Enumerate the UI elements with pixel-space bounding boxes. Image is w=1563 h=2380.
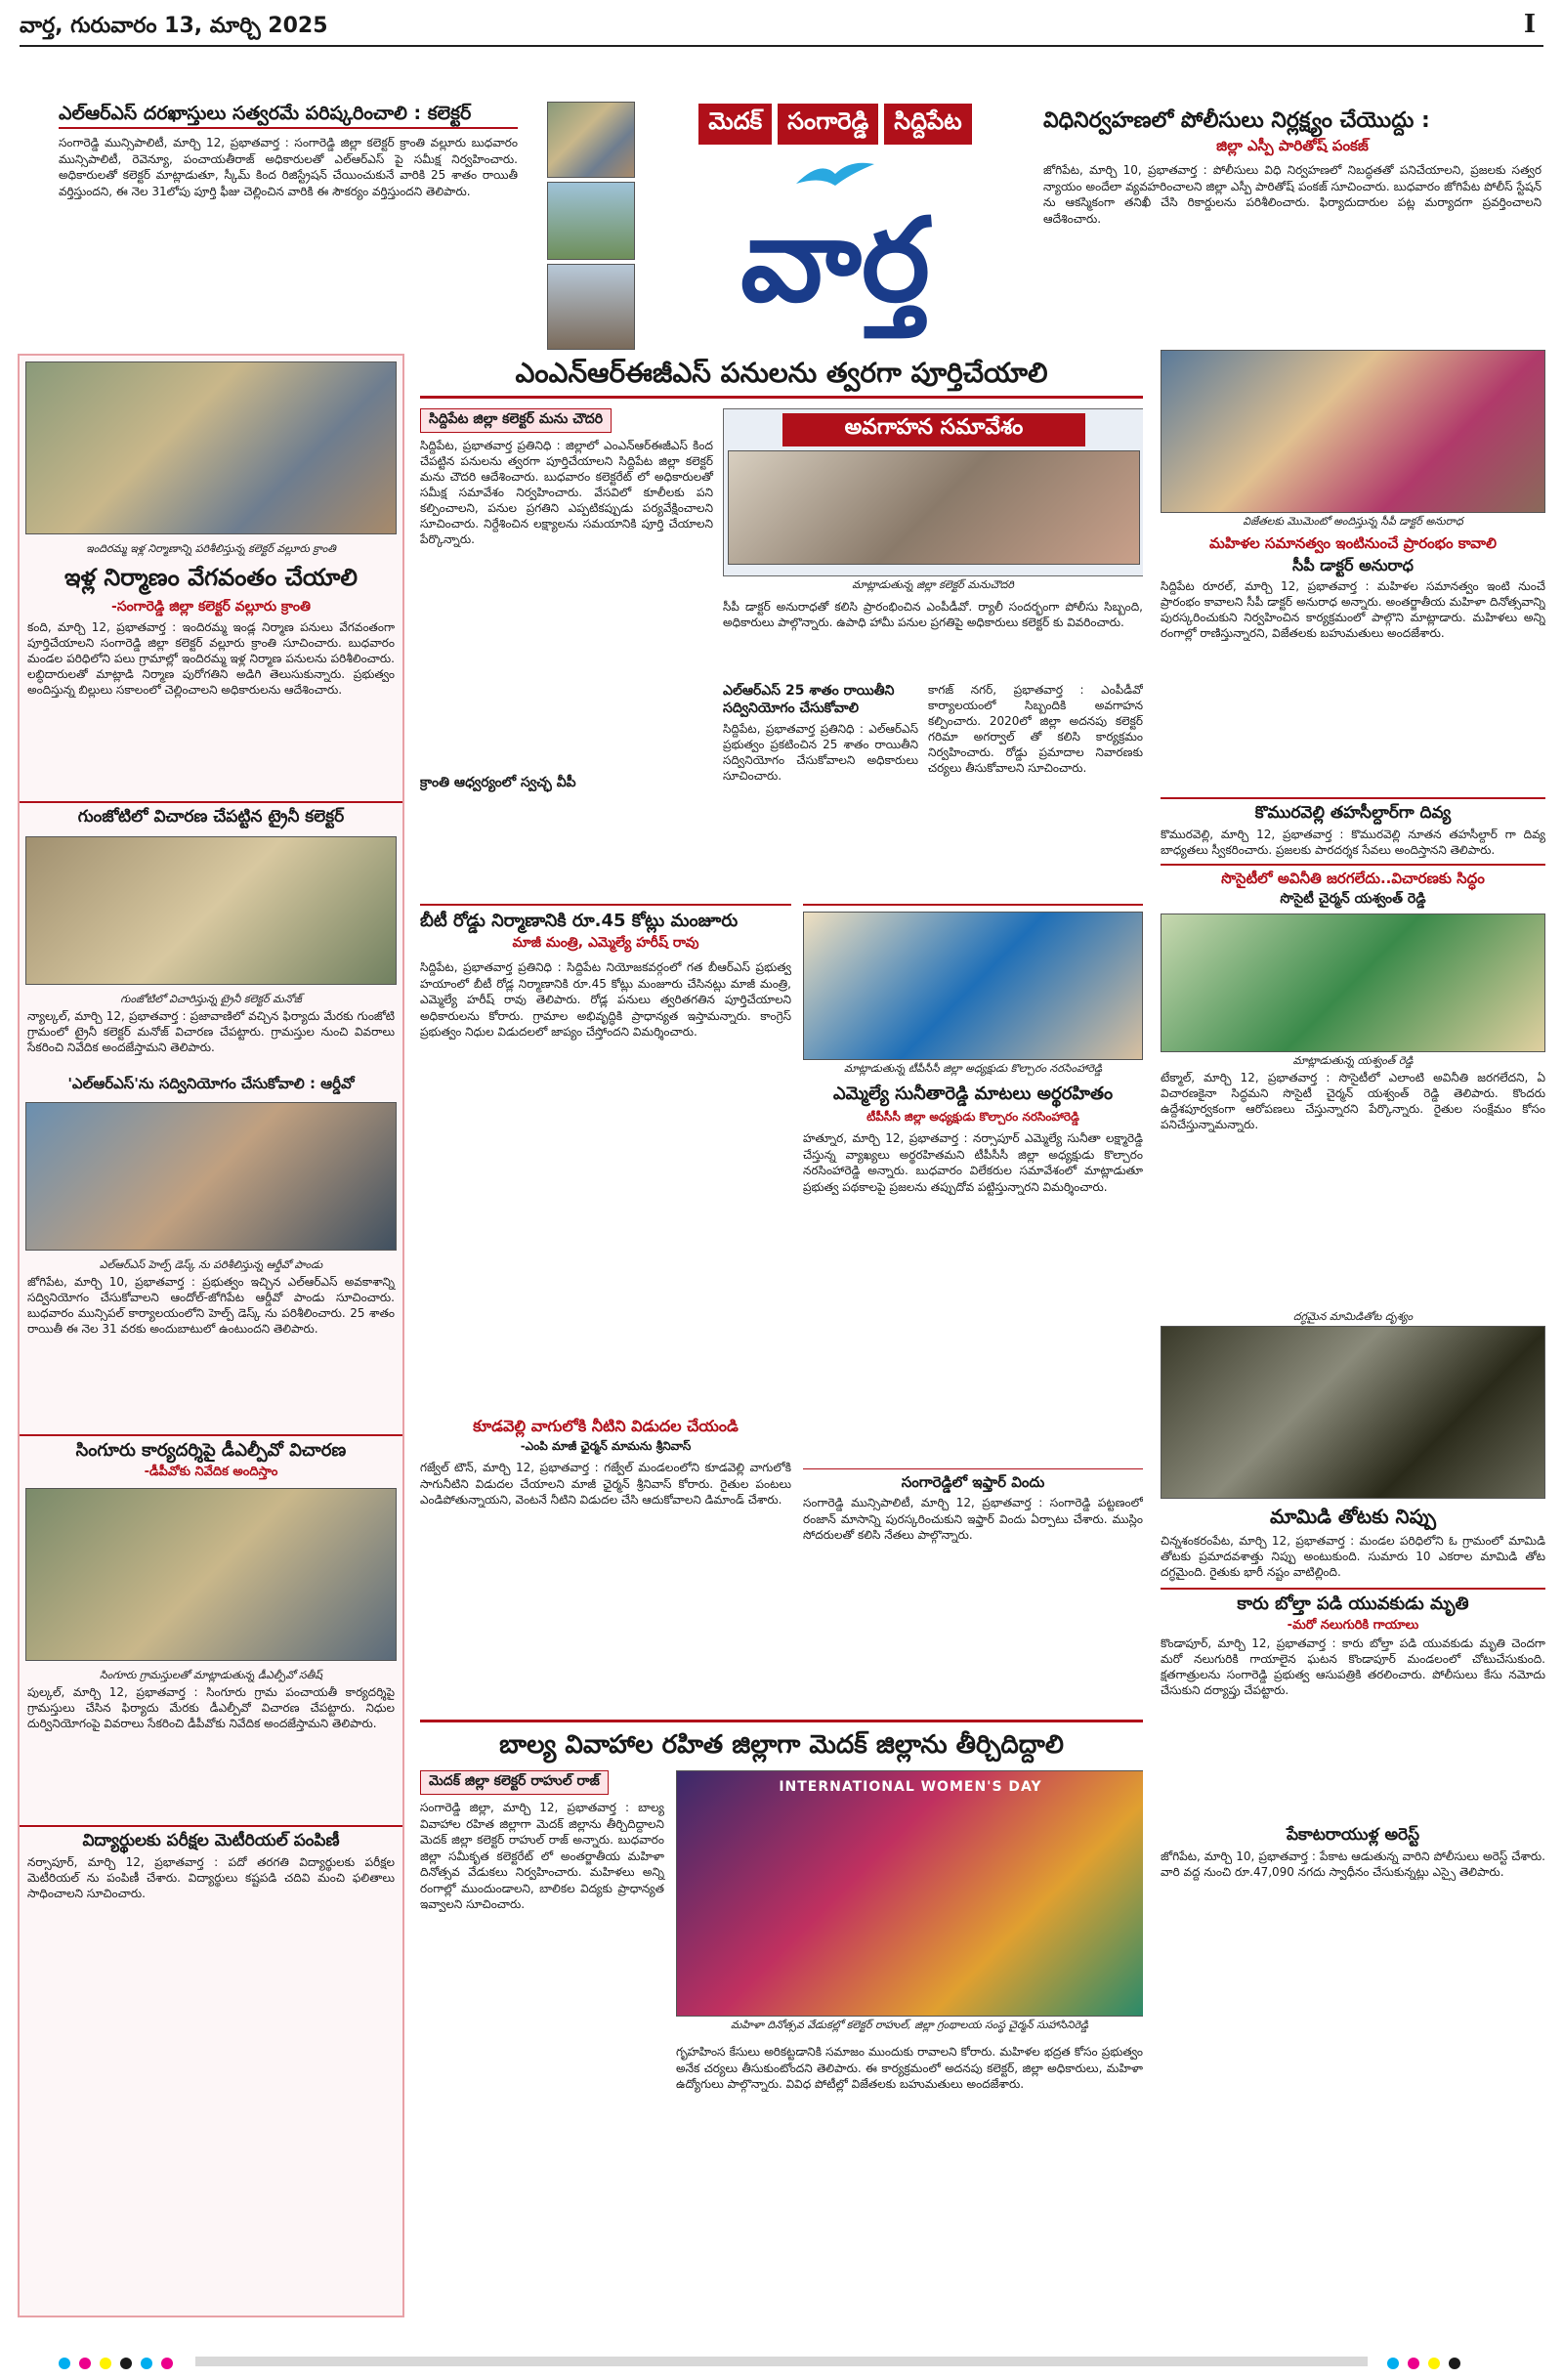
right-article-1-title: మహిళల సమానత్వం ఇంటినుంచే ప్రారంభం కావాలి xyxy=(1208,534,1498,552)
left-photo-4 xyxy=(25,1488,397,1661)
masthead-date: వార్త, గురువారం 13, మార్చి 2025 xyxy=(20,14,328,38)
left-article-5-body: నర్సాపూర్, మార్చి 12, ప్రభాతవార్త : పదో తరగతి విద్యార్థులకు పరీక్షల మెటీరియల్ ను పంపిణీ చేశారు. విద్యార్థులు కష్టపడి చదివి మంచి ఫలితాలు సాధించాలని సూచించారు. xyxy=(27,1855,395,1900)
district-siddipet: సిద్దిపేట xyxy=(884,104,971,145)
center-sub-3-title: క్రాంతి ఆధ్వర్యంలో స్వచ్ఛ వీపీ xyxy=(420,775,576,790)
masthead xyxy=(20,8,1543,47)
photo-caption: విజేతలకు మొమెంటో అందిస్తున్న సీపీ డాక్టర్ అనురాధ xyxy=(1243,515,1463,528)
photo-caption: గుంజోటిలో విచారిస్తున్న ట్రైనీ కలెక్టర్ మనోజ్ xyxy=(120,993,302,1005)
magenta-dot xyxy=(1408,2358,1419,2369)
right-article-5-title: కారు బోల్తా పడి యువకుడు మృతి xyxy=(1161,1588,1545,1618)
brand-districts xyxy=(645,104,1026,145)
press-photo xyxy=(803,912,1143,1060)
left-article-3-title: 'ఎల్ఆర్ఎస్'ను సద్వినియోగం చేసుకోవాలి : ఆర్డీవో xyxy=(67,1075,355,1092)
black-dot xyxy=(1449,2358,1460,2369)
bottom-body-2: గృహహింస కేసులు అరికట్టడానికి సమాజం ముందుకు రావాలని కోరారు. మహిళల భద్రత కోసం ప్రభుత్వం అనేక చర్యలు తీసుకుంటోందని తెలిపారు. ఈ కార్యక్రమంలో అదనపు కలెక్టర్, జిల్లా అధికారులు, మహిళా ఉద్యోగులు పాల్గొన్నారు. వివిధ పోటీల్లో విజేతలకు బహుమతులు అందజేశారు. xyxy=(676,2045,1143,2091)
yellow-dot xyxy=(100,2358,111,2369)
left-photo-2 xyxy=(25,836,397,985)
brand-block xyxy=(645,98,1026,357)
article-body: సంగారెడ్డి మున్సిపాలిటీ, మార్చి 12, ప్రభాతవార్త : సంగారెడ్డి జిల్లా కలెక్టర్ క్రాంతి వల్లూరు బుధవారం మున్సిపాలిటీ, రెవెన్యూ, పంచాయతీరాజ్ అధికారులతో ఎల్ఆర్ఎస్ పై సమీక్ష నిర్వహించారు. అధికారులతో కలెక్టర్ మాట్లాడుతూ, స్కీమ్ కింద రిజిస్ట్రేషన్ చేయించుకునే వారికి 25 శాతం రాయితీ వర్తిస్తుందని, ఈ నెల 31లోపు పూర్తి ఫీజు చెల్లించిన వారికి ఈ సౌకర్యం వర్తిస్తుందని తెలిపారు. xyxy=(59,136,518,198)
left-article-4-title: సింగూరు కార్యదర్శిపై డీఎల్పీవో విచారణ xyxy=(20,1434,402,1465)
center-banner xyxy=(420,350,1143,399)
sub-article-subtitle: -ఎంపి మాజీ ఛైర్మన్ మామను శ్రీనివాస్ xyxy=(520,1439,692,1453)
heritage-photo-3 xyxy=(547,264,635,350)
right-article-4-body: చిన్నశంకరంపేట, మార్చి 12, ప్రభాతవార్త : మండల పరిధిలోని ఓ గ్రామంలో మామిడి తోటకు ప్రమాదవశాత్తు నిప్పు అంటుకుంది. సుమారు 10 ఎకరాల మామిడి తోట దగ్ధమైంది. రైతుకు భారీ నష్టం వాటిల్లింది. xyxy=(1161,1534,1545,1579)
article-body: సిద్దిపేట, ప్రభాతవార్త ప్రతినిధి : సిద్దిపేట నియోజకవర్గంలో గత బీఆర్ఎస్ ప్రభుత్వ హయాంలో బీటీ రోడ్ల నిర్మాణానికి రూ.45 కోట్లు మంజూరు చేసినట్లు మాజీ మంత్రి, ఎమ్మెల్యే హరీష్ రావు తెలిపారు. రోడ్ల పనులు త్వరితగతిన పూర్తిచేయాలని అధికారులను కోరారు. గ్రామాల అభివృద్ధికి ప్రాధాన్యత ఇస్తామన్నారు. కాంగ్రెస్ ప్రభుత్వం నిధుల విడుదలలో జాప్యం చేస్తోందని విమర్శించారు. xyxy=(420,960,791,1039)
district-medak: మెదక్ xyxy=(698,104,772,145)
banner-title: ఎంఎన్ఆర్ఈజీఎస్ పనులను త్వరగా పూర్తిచేయాలి xyxy=(515,357,1048,389)
collector-label: మెదక్ జిల్లా కలెక్టర్ రాహుల్ రాజ్ xyxy=(420,1770,609,1795)
photo-caption: దగ్ధమైన మామిడితోట దృశ్యం xyxy=(1292,1310,1414,1323)
right-article-5-subtitle: -మరో నలుగురికి గాయాలు xyxy=(1287,1618,1419,1633)
photo-caption: మాట్లాడుతున్న యశ్వంత్ రెడ్డి xyxy=(1292,1054,1414,1067)
right-article-1-subtitle: సీపీ డాక్టర్ అనురాధ xyxy=(1292,556,1414,574)
left-article-1-title: ఇళ్ల నిర్మాణం వేగవంతం చేయాలి xyxy=(63,564,359,591)
right-photo-3 xyxy=(1161,1326,1545,1499)
black-dot xyxy=(120,2358,132,2369)
center-label xyxy=(420,408,713,433)
sub-article-title: సంగారెడ్డిలో ఇఫ్తార్ విందు xyxy=(803,1468,1143,1495)
meeting-photo xyxy=(728,450,1140,565)
photo-caption: మాట్లాడుతున్న టీపీసీసీ జిల్లా అధ్యక్షుడు కొల్చారం నరసింహారెడ్డి xyxy=(843,1062,1103,1075)
right-article-2-title: కొమురవెల్లి తహసీల్దార్‌గా దివ్య xyxy=(1161,797,1545,827)
yellow-dot xyxy=(1428,2358,1440,2369)
womens-day-photo xyxy=(676,1770,1143,2017)
left-article-2-title: గుంజోటిలో విచారణ చేపట్టిన ట్రైనీ కలెక్టర్ xyxy=(20,801,402,830)
article-title: బీటీ రోడ్డు నిర్మాణానికి రూ.45 కోట్లు మంజూరు xyxy=(420,911,739,931)
right-article-3-title: సొసైటీలో అవినీతి జరగలేదు..విచారణకు సిద్ధం xyxy=(1161,864,1545,891)
right-article-6-body: జోగిపేట, మార్చి 10, ప్రభాతవార్త : పేకాట ఆడుతున్న వారిని పోలీసులు అరెస్ట్ చేశారు. వారి వద్ద నుంచి రూ.47,090 నగదు స్వాధీనం చేసుకున్నట్లు ఎస్సై తెలిపారు. xyxy=(1161,1849,1545,1879)
right-article-3-subtitle: సొసైటీ చైర్మన్ యశ్వంత్ రెడ్డి xyxy=(1280,891,1426,907)
left-article-5-title: విద్యార్థులకు పరీక్షల మెటీరియల్ పంపిణీ xyxy=(20,1825,402,1854)
collector-label: సిద్దిపేట జిల్లా కలెక్టర్ మను చౌదరి xyxy=(420,408,612,433)
right-article-1-body: సిద్దిపేట రూరల్, మార్చి 12, ప్రభాతవార్త : మహిళల సమానత్వం ఇంటి నుంచే ప్రారంభం కావాలని సీపీ డాక్టర్ అనురాధ అన్నారు. అంతర్జాతీయ మహిళా దినోత్సవాన్ని పురస్కరించుకుని నిర్వహించిన కార్యక్రమంలో పాల్గొని మాట్లాడారు. మహిళలు అన్ని రంగాల్లో రాణిస్తున్నారని, విజేతలకు బహుమతులు అందజేశారు. xyxy=(1161,579,1545,640)
left-article-1-subtitle: -సంగారెడ్డి జిల్లా కలెక్టర్ వల్లూరు క్రాంతి xyxy=(111,599,311,615)
center-body-2: సీపీ డాక్టర్ అనురాధతో కలిసి ప్రారంభించిన ఎంపీడీవో. ర్యాలీ సందర్భంగా పోలీసు సిబ్బంది, అధికారులు పాల్గొన్నారు. ఉపాధి హామీ పనుల ప్రగతిపై అధికారులు కలెక్టర్ కు వివరించారు. xyxy=(723,600,1143,629)
article-subtitle: జిల్లా ఎస్పీ పారితోష్ పంకజ్ xyxy=(1216,137,1369,154)
right-article-6-title: పేకాటరాయుళ్ల అరెస్ట్ xyxy=(1286,1825,1420,1845)
page-number: I xyxy=(1523,10,1536,39)
left-article-3-body: జోగిపేట, మార్చి 10, ప్రభాతవార్త : ప్రభుత్వం ఇచ్చిన ఎల్ఆర్ఎస్ అవకాశాన్ని సద్వినియోగం చేసుకోవాలని ఆందోల్-జోగిపేట ఆర్డీవో పాండు సూచించారు. బుధవారం మున్సిపల్ కార్యాలయంలోని హెల్ప్ డెస్క్ ను పరిశీలించారు. 25 శాతం రాయితీ ఈ నెల 31 వరకు అందుబాటులో ఉంటుందని తెలిపారు. xyxy=(27,1275,395,1336)
right-article-3-body: టేక్మాల్, మార్చి 12, ప్రభాతవార్త : సొసైటీలో ఎలాంటి అవినీతి జరగలేదని, ఏ విచారణకైనా సిద్ధమని సొసైటీ చైర్మన్ యశ్వంత్ రెడ్డి తెలిపారు. కొందరు ఉద్దేశపూర్వకంగా ఆరోపణలు చేస్తున్నారని పేర్కొన్నారు. రైతుల సంక్షేమం కోసం పనిచేస్తున్నామన్నారు. xyxy=(1161,1071,1545,1131)
article-subtitle: టీపీసీసీ జిల్లా అధ్యక్షుడు కొల్చారం నరసింహారెడ్డి xyxy=(866,1110,1079,1124)
cyan-dot xyxy=(1387,2358,1399,2369)
center-body-1: సిద్దిపేట, ప్రభాతవార్త ప్రతినిధి : జిల్లాలో ఎంఎన్ఆర్ఈజీఎస్ కింద చేపట్టిన పనులను త్వరగా పూర్తిచేయాలని సిద్దిపేట జిల్లా కలెక్టర్ మను చౌదరి ఆదేశించారు. బుధవారం కలెక్టరేట్ లో అధికారులతో సమీక్ష సమావేశం నిర్వహించారు. వేసవిలో కూలీలకు పని కల్పించాలని, పనుల ప్రగతిని ఎప్పటికప్పుడు పర్యవేక్షించాలని సూచించారు. నిర్దేశించిన లక్ష్యాలను సమయానికి పూర్తి చేయాలని పేర్కొన్నారు. xyxy=(420,439,713,546)
center-sub-2-body: సిద్దిపేట, ప్రభాతవార్త ప్రతినిధి : ఎల్ఆర్ఎస్ ప్రభుత్వం ప్రకటించిన 25 శాతం రాయితీని సద్వినియోగం చేసుకోవాలని అధికారులు సూచించారు. xyxy=(723,722,918,783)
right-article-4-title: మామిడి తోటకు నిప్పు xyxy=(1270,1505,1436,1528)
article-body: హత్నూర, మార్చి 12, ప్రభాతవార్త : నర్సాపూర్ ఎమ్మెల్యే సునీతా లక్ష్మారెడ్డి చేస్తున్న వ్యాఖ్యలు అర్థరహితమని టీపీసీసీ జిల్లా అధ్యక్షుడు కొల్చారం నరసింహారెడ్డి అన్నారు. బుధవారం విలేకరుల సమావేశంలో మాట్లాడుతూ ప్రభుత్వ పథకాలపై ప్రజలను తప్పుదోవ పట్టిస్తున్నారని విమర్శించారు. xyxy=(803,1131,1143,1194)
registration-marks-right xyxy=(1387,2355,1543,2370)
bottom-body-1: సంగారెడ్డి జిల్లా, మార్చి 12, ప్రభాతవార్త : బాల్య వివాహాల రహిత జిల్లాగా మెదక్ జిల్లాను తీర్చిదిద్దాలని మెదక్ జిల్లా కలెక్టర్ రాహుల్ రాజ్ అన్నారు. బుధవారం జిల్లా సమీకృత కలెక్టరేట్ లో అంతర్జాతీయ మహిళా దినోత్సవ వేడుకలు నిర్వహించారు. మహిళలు అన్ని రంగాల్లో ముందుండాలని, బాలికల విద్యకు ప్రాధాన్యత ఇవ్వాలని సూచించారు. xyxy=(420,1801,664,1911)
brand-name: వార్త xyxy=(740,191,930,327)
cyan-dot xyxy=(141,2358,152,2369)
left-photo-3 xyxy=(25,1102,397,1251)
right-column xyxy=(1161,350,1545,2333)
photo-banner: INTERNATIONAL WOMEN'S DAY xyxy=(779,1779,1042,1795)
photo-caption: ఎల్ఆర్ఎస్ హెల్ప్ డెస్క్ ను పరిశీలిస్తున్న ఆర్డీవో పాండు xyxy=(99,1258,323,1271)
left-photo-1 xyxy=(25,361,397,534)
sub-article-body: సంగారెడ్డి మున్సిపాలిటీ, మార్చి 12, ప్రభాతవార్త : సంగారెడ్డి పట్టణంలో రంజాన్ మాసాన్ని పురస్కరించుకుని ఇఫ్తార్ విందు ఏర్పాటు చేశారు. ముస్లిం సోదరులతో కలిసి నేతలు పాల్గొన్నారు. xyxy=(803,1496,1143,1542)
photo-caption: మాట్లాడుతున్న జిల్లా కలెక్టర్ మనుచౌదరి xyxy=(852,578,1014,591)
heritage-photo-1 xyxy=(547,102,635,178)
magenta-dot xyxy=(79,2358,91,2369)
bottom-article xyxy=(420,1770,1143,2332)
bt-road-article xyxy=(420,904,791,1715)
heritage-photo-2 xyxy=(547,182,635,260)
center-sub-3-body: కాగజ్ నగర్, ప్రభాతవార్త : ఎంపీడీవో కార్యాలయంలో సిబ్బందికి అవగాహన కల్పించారు. 2020లో జిల్లా అదనపు కలెక్టర్ గరిమా అగర్వాల్ తో కలిసి కార్యక్రమం నిర్వహించారు. రోడ్డు ప్రమాదాల నివారణకు చర్యలు తీసుకోవాలని సూచించారు. xyxy=(928,683,1143,775)
article-body: జోగిపేట, మార్చి 10, ప్రభాతవార్త : పోలీసులు విధి నిర్వహణలో నిబద్ధతతో పనిచేయాలని, ప్రజలకు సత్వర న్యాయం అందేలా వ్యవహరించాలని జిల్లా ఎస్పీ పారితోష్ పంకజ్ సూచించారు. బుధవారం జోగిపేట పోలీస్ స్టేషన్ ను ఆకస్మికంగా తనిఖీ చేసి రికార్డులను పరిశీలించారు. ఫిర్యాదుదారుల పట్ల మర్యాదగా ప్రవర్తించాలని ఆదేశించారు. xyxy=(1043,163,1542,226)
bottom-banner xyxy=(420,1720,1143,1766)
footer-grey-bar xyxy=(195,2357,1368,2366)
center-photo xyxy=(723,408,1143,576)
center-article xyxy=(420,408,1143,887)
sub-article-title: కూడవెల్లి వాగులోకి నీటిని విడుదల చేయండి xyxy=(473,1417,739,1435)
right-photo-2 xyxy=(1161,914,1545,1052)
photo-caption: మహిళా దినోత్సవ వేడుకల్లో కలెక్టర్ రాహుల్, జిల్లా గ్రంథాలయ సంస్థ చైర్మన్ సుహాసినిరెడ్డి xyxy=(730,2019,1089,2031)
right-article-2-body: కొమురవెల్లి, మార్చి 12, ప్రభాతవార్త : కొమురవెల్లి నూతన తహసీల్దార్ గా దివ్య బాధ్యతలు స్వీకరించారు. ప్రజలకు పారదర్శక సేవలు అందిస్తానని తెలిపారు. xyxy=(1161,828,1545,857)
article-title: ఎమ్మెల్యే సునీతారెడ్డి మాటలు అర్థరహితం xyxy=(832,1084,1114,1104)
photo-caption: సింగూరు గ్రామస్తులతో మాట్లాడుతున్న డీఎల్పీవో సతీష్ xyxy=(100,1669,322,1681)
right-article-5-body: కొండాపూర్, మార్చి 12, ప్రభాతవార్త : కారు బోల్తా పడి యువకుడు మృతి చెందగా మరో నలుగురికి గాయాలైన ఘటన కొండాపూర్ మండలంలో చోటుచేసుకుంది. క్షతగాత్రులను సంగారెడ్డి ప్రభుత్వ ఆసుపత్రికి తరలించారు. పోలీసులు కేసు నమోదు చేసుకుని దర్యాప్తు చేపట్టారు. xyxy=(1161,1636,1545,1697)
mla-article xyxy=(803,904,1143,1715)
top-left-article xyxy=(59,102,518,367)
bottom-banner-title: బాల్య వివాహాల రహిత జిల్లాగా మెదక్ జిల్లాను తీర్చిదిద్దాలి xyxy=(499,1730,1064,1760)
article-title: ఎల్ఆర్ఎస్ దరఖాస్తులు సత్వరమే పరిష్కరించాలి : కలెక్టర్ xyxy=(59,102,518,129)
center-sub-2-title: ఎల్ఆర్ఎస్ 25 శాతం రాయితీని సద్వినియోగం చేసుకోవాలి xyxy=(723,683,895,716)
sub-article-body: గజ్వేల్ టౌన్, మార్చి 12, ప్రభాతవార్త : గజ్వేల్ మండలంలోని కూడవెల్లి వాగులోకి సాగునీటిని విడుదల చేయాలని మాజీ ఛైర్మన్ శ్రీనివాస్ కోరారు. రైతుల పంటలు ఎండిపోతున్నాయని, వెంటనే నీటిని విడుదల చేసి ఆదుకోవాలని డిమాండ్ చేశారు. xyxy=(420,1461,791,1507)
photo-caption: ఇందిరమ్మ ఇళ్ల నిర్మాణాన్ని పరిశీలిస్తున్న కలెక్టర్ వల్లూరు క్రాంతి xyxy=(86,542,336,555)
cyan-dot xyxy=(59,2358,70,2369)
left-article-1-body: కంది, మార్చి 12, ప్రభాతవార్త : ఇందిరమ్మ ఇండ్ల నిర్మాణ పనులు వేగవంతంగా పూర్తిచేయాలని సంగారెడ్డి జిల్లా కలెక్టర్ వల్లూరు క్రాంతి సూచించారు. బుధవారం మండల పరిధిలోని పలు గ్రామాల్లో ఇందిరమ్మ ఇళ్ల నిర్మాణ పనులను పరిశీలించారు. లబ్ధిదారులతో మాట్లాడి నిర్మాణ పురోగతిని అడిగి తెలుసుకున్నారు. ప్రభుత్వం అందిస్తున్న బిల్లులు సకాలంలో చెల్లించాలని అధికారులను ఆదేశించారు. xyxy=(27,620,395,697)
magenta-dot xyxy=(161,2358,173,2369)
left-article-4-subtitle: -డీపీవోకు నివేదిక అందిస్తాం xyxy=(144,1465,278,1479)
top-right-article xyxy=(1043,107,1542,363)
article-title: విధినిర్వహణలో పోలీసులు నిర్లక్ష్యం చేయొద్దు : xyxy=(1043,108,1430,133)
left-column xyxy=(18,354,404,2317)
right-photo-1 xyxy=(1161,350,1545,513)
left-article-4-body: పుల్కల్, మార్చి 12, ప్రభాతవార్త : సింగూరు గ్రామ పంచాయతీ కార్యదర్శిపై గ్రామస్తులు చేసిన ఫిర్యాదు మేరకు డీఎల్పీవో విచారణ చేపట్టారు. నిధుల దుర్వినియోగంపై వివరాలు సేకరించి డీపీవోకు నివేదిక అందజేస్తామని తెలిపారు. xyxy=(27,1685,395,1730)
article-subtitle: మాజీ మంత్రి, ఎమ్మెల్యే హరీష్ రావు xyxy=(512,935,699,951)
left-article-2-body: న్యాల్కల్, మార్చి 12, ప్రభాతవార్త : ప్రజావాణిలో వచ్చిన ఫిర్యాదు మేరకు గుంజోటి గ్రామంలో ట్రైనీ కలెక్టర్ మనోజ్ విచారణ చేపట్టారు. గ్రామస్తుల నుంచి వివరాలు సేకరించి నివేదిక అందజేస్తామని తెలిపారు. xyxy=(27,1009,395,1054)
district-sangareddy: సంగారెడ్డి xyxy=(778,104,878,145)
meeting-banner: అవగాహన సమావేశం xyxy=(782,413,1085,446)
